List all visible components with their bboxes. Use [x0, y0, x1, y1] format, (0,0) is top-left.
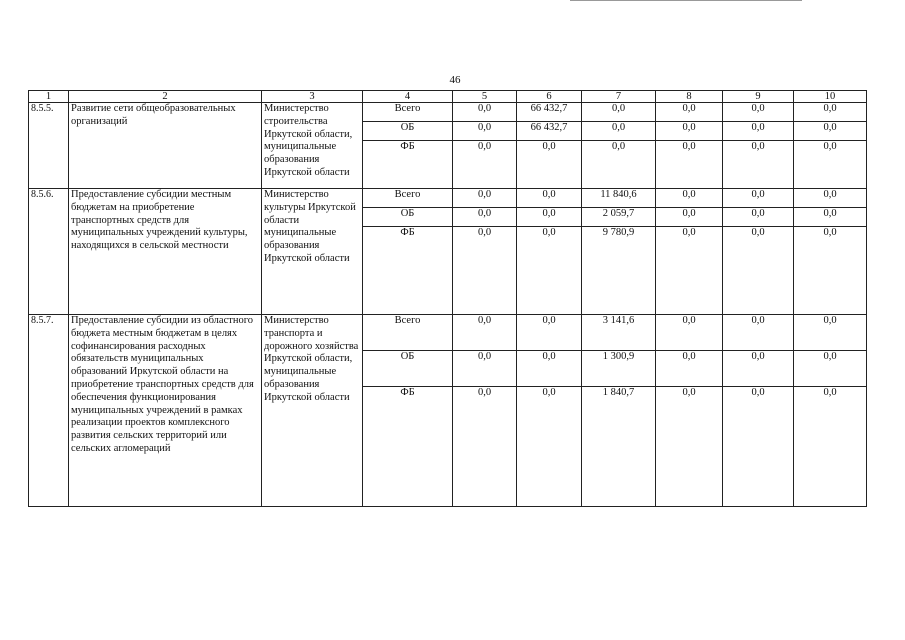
row-code: 8.5.5.: [29, 103, 69, 189]
column-header-10: 10: [794, 91, 867, 103]
value-cell: 11 840,6: [582, 189, 656, 208]
value-cell: 0,0: [794, 227, 867, 315]
funding-source: ФБ: [363, 141, 453, 189]
row-executor: Министерство строительства Иркутской области, муниципальные образования Иркутской области: [262, 103, 363, 189]
value-cell: 0,0: [723, 189, 794, 208]
row-activity-name: Предоставление субсидии местным бюджетам на приобретение транспортных средств для муниципальных учреждений культуры, находящихся в сельской местности: [69, 189, 262, 315]
column-header-1: 1: [29, 91, 69, 103]
value-cell: 0,0: [656, 315, 723, 351]
value-cell: 0,0: [517, 189, 582, 208]
value-cell: 0,0: [723, 227, 794, 315]
value-cell: 0,0: [794, 103, 867, 122]
value-cell: 66 432,7: [517, 122, 582, 141]
value-cell: 0,0: [582, 141, 656, 189]
value-cell: 0,0: [453, 103, 517, 122]
column-header-2: 2: [69, 91, 262, 103]
row-executor: Министерство транспорта и дорожного хозяйства Иркутской области, муниципальные образования Иркутской области: [262, 315, 363, 507]
page-number: 46: [449, 74, 461, 86]
value-cell: 0,0: [656, 189, 723, 208]
value-cell: 66 432,7: [517, 103, 582, 122]
value-cell: 0,0: [453, 387, 517, 507]
funding-source: ОБ: [363, 208, 453, 227]
budget-table: [28, 90, 867, 507]
column-header-7: 7: [582, 91, 656, 103]
value-cell: 0,0: [656, 227, 723, 315]
value-cell: 0,0: [794, 189, 867, 208]
value-cell: 0,0: [794, 387, 867, 507]
column-header-8: 8: [656, 91, 723, 103]
column-header-5: 5: [453, 91, 517, 103]
value-cell: 1 300,9: [582, 351, 656, 387]
value-cell: 0,0: [723, 122, 794, 141]
value-cell: 0,0: [453, 189, 517, 208]
value-cell: 0,0: [723, 103, 794, 122]
value-cell: 0,0: [723, 141, 794, 189]
funding-source: Всего: [363, 103, 453, 122]
table-row: [29, 315, 867, 351]
value-cell: 0,0: [453, 351, 517, 387]
value-cell: 0,0: [794, 141, 867, 189]
value-cell: 0,0: [656, 122, 723, 141]
value-cell: 0,0: [582, 103, 656, 122]
row-activity-name: Развитие сети общеобразовательных организаций: [69, 103, 262, 189]
value-cell: 0,0: [517, 141, 582, 189]
value-cell: 0,0: [723, 351, 794, 387]
value-cell: 0,0: [517, 351, 582, 387]
value-cell: 0,0: [453, 141, 517, 189]
funding-source: Всего: [363, 189, 453, 208]
row-executor: Министерство культуры Иркутской области муниципальные образования Иркутской области: [262, 189, 363, 315]
value-cell: 0,0: [517, 208, 582, 227]
value-cell: 0,0: [656, 103, 723, 122]
funding-source: ОБ: [363, 122, 453, 141]
funding-source: ФБ: [363, 387, 453, 507]
funding-source: ФБ: [363, 227, 453, 315]
value-cell: 0,0: [794, 208, 867, 227]
value-cell: 0,0: [656, 141, 723, 189]
column-header-row: [29, 91, 867, 103]
value-cell: 3 141,6: [582, 315, 656, 351]
value-cell: 1 840,7: [582, 387, 656, 507]
row-code: 8.5.6.: [29, 189, 69, 315]
value-cell: 0,0: [723, 208, 794, 227]
value-cell: 2 059,7: [582, 208, 656, 227]
column-header-3: 3: [262, 91, 363, 103]
row-activity-name: Предоставление субсидии из областного бюджета местным бюджетам в целях софинансирования расходных обязательств муниципальных образований Иркутской области на приобретение транспортных средств для обеспечения функционирования муниципальных учреждений в рамках реализации проектов комплексного развития сельских территорий или сельских агломераций: [69, 315, 262, 507]
funding-source: Всего: [363, 315, 453, 351]
value-cell: 0,0: [453, 227, 517, 315]
value-cell: 0,0: [453, 122, 517, 141]
value-cell: 0,0: [582, 122, 656, 141]
value-cell: 0,0: [453, 208, 517, 227]
column-header-4: 4: [363, 91, 453, 103]
value-cell: 0,0: [517, 387, 582, 507]
column-header-9: 9: [723, 91, 794, 103]
value-cell: 0,0: [794, 315, 867, 351]
value-cell: 0,0: [794, 351, 867, 387]
funding-source: ОБ: [363, 351, 453, 387]
value-cell: 0,0: [723, 387, 794, 507]
value-cell: 0,0: [656, 387, 723, 507]
value-cell: 9 780,9: [582, 227, 656, 315]
table-row: [29, 189, 867, 208]
value-cell: 0,0: [517, 227, 582, 315]
value-cell: 0,0: [656, 351, 723, 387]
table-row: [29, 103, 867, 122]
value-cell: 0,0: [794, 122, 867, 141]
value-cell: 0,0: [517, 315, 582, 351]
row-code: 8.5.7.: [29, 315, 69, 507]
value-cell: 0,0: [723, 315, 794, 351]
value-cell: 0,0: [656, 208, 723, 227]
column-header-6: 6: [517, 91, 582, 103]
value-cell: 0,0: [453, 315, 517, 351]
top-rule: [570, 0, 802, 1]
